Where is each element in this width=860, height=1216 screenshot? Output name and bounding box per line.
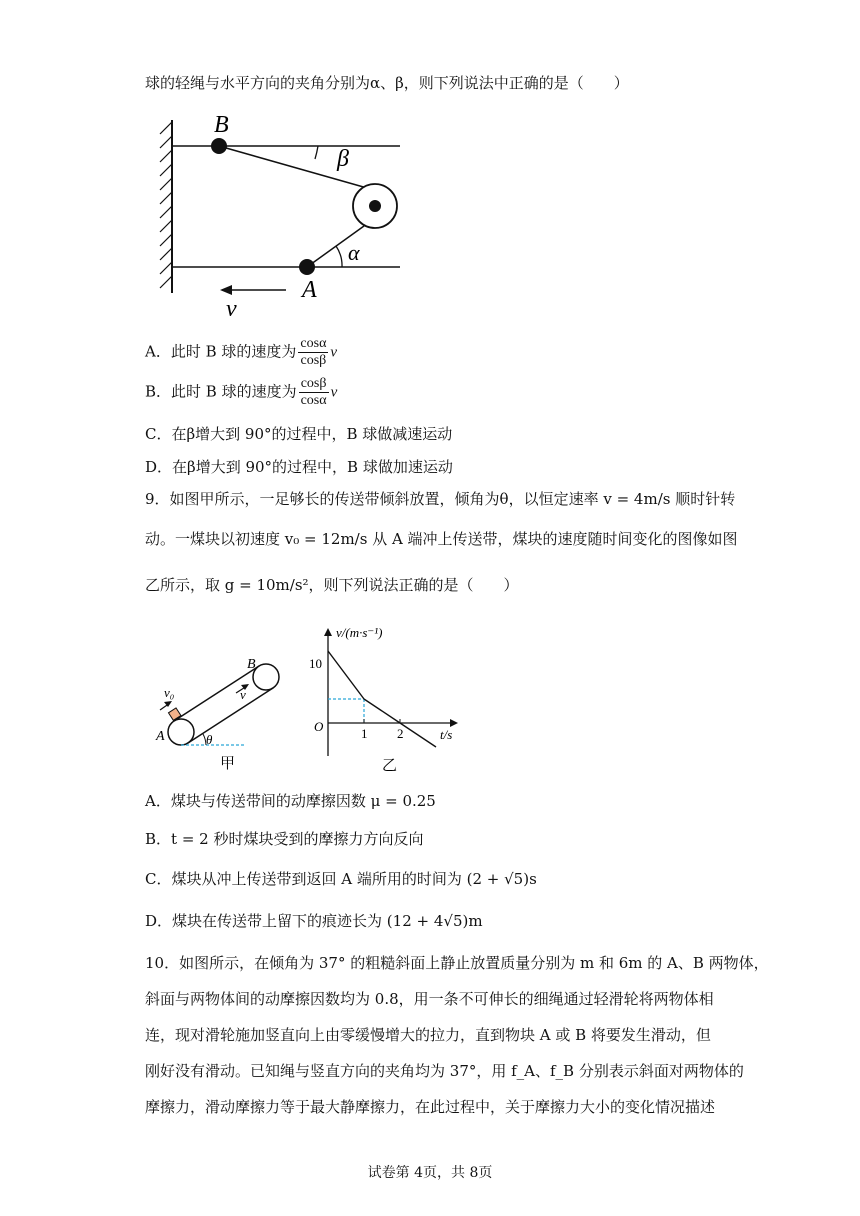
q9-option-b[interactable]: B．t = 2 秒时煤块受到的摩擦力方向反向	[145, 830, 424, 848]
label-a: A	[302, 277, 317, 303]
q9-vt-chart	[300, 620, 475, 775]
page-footer: 试卷第 4页，共 8页	[367, 1165, 493, 1181]
q8-stem-tail: 球的轻绳与水平方向的夹角分别为α、β，则下列说法中正确的是（ ）	[145, 74, 629, 92]
svg-text:A: A	[156, 729, 165, 744]
svg-text:θ: θ	[206, 732, 213, 747]
q9-line-2: 动。一煤块以初速度 v₀ = 12m/s 从 A 端冲上传送带，煤块的速度随时间变化的图像如图	[145, 530, 738, 548]
q10-line-5: 摩擦力，滑动摩擦力等于最大静摩擦力，在此过程中，关于摩擦力大小的变化情况描述	[145, 1098, 716, 1116]
x-axis-label: t/s	[440, 727, 453, 742]
vt-segment-3	[400, 723, 436, 747]
ball-a	[299, 259, 315, 275]
q9-line-3: 乙所示，取 g = 10m/s²，则下列说法正确的是（ ）	[145, 576, 519, 594]
svg-text:v: v	[226, 296, 237, 322]
q8-option-c[interactable]: C．在β增大到 90°的过程中，B 球做减速运动	[145, 425, 453, 443]
label-b: B	[214, 112, 229, 138]
x-tick-1: 1	[361, 726, 368, 741]
q9-option-a[interactable]: A．煤块与传送带间的动摩擦因数 μ = 0.25	[145, 792, 436, 810]
svg-text:β: β	[337, 146, 349, 172]
q10-line-1: 10．如图所示，在倾角为 37° 的粗糙斜面上静止放置质量分别为 m 和 6m 的 A、B 两物体，	[145, 954, 769, 972]
wall-hatching	[160, 122, 172, 288]
q8-option-a[interactable]: A．此时 B 球的速度为 $\frac{\cos\alpha}{\cos\beta}$ v	[145, 336, 338, 368]
caption-jia: 甲	[220, 756, 236, 772]
y-tick-10: 10	[309, 656, 322, 671]
q8-figure	[150, 108, 420, 323]
vt-segment-2	[364, 699, 400, 723]
q10-line-2: 斜面与两物体间的动摩擦因数均为 0.8，用一条不可伸长的细绳通过轻滑轮将两物体相	[145, 990, 714, 1008]
vt-segment-1	[328, 651, 364, 699]
y-axis-label: v/(m·s⁻¹)	[336, 625, 383, 640]
svg-text:v₀: v₀	[164, 685, 175, 700]
q9-option-c[interactable]: C．煤块从冲上传送带到返回 A 端所用的时间为 (2 + √5)s	[145, 870, 537, 888]
svg-text:B: B	[247, 657, 256, 672]
ball-b	[211, 138, 227, 154]
q10-line-4: 刚好没有滑动。已知绳与竖直方向的夹角均为 37°，用 f_A、f_B 分别表示斜面对两物体的	[145, 1062, 744, 1080]
origin-label: O	[314, 719, 324, 734]
q8-option-b[interactable]: B．此时 B 球的速度为 $\frac{\cos\beta}{\cos\alpha}$ v	[145, 376, 338, 408]
q9-line-1: 9．如图甲所示，一足够长的传送带倾斜放置，倾角为θ，以恒定速率 v = 4m/s 顺时针转	[145, 490, 736, 508]
caption-yi: 乙	[382, 758, 398, 774]
svg-text:α: α	[348, 240, 360, 265]
q8-option-d[interactable]: D．在β增大到 90°的过程中，B 球做加速运动	[145, 458, 453, 476]
q9-option-d[interactable]: D．煤块在传送带上留下的痕迹长为 (12 + 4√5)m	[145, 912, 483, 930]
svg-text:v: v	[240, 687, 246, 702]
q10-line-3: 连，现对滑轮施加竖直向上由零缓慢增大的拉力，直到物块 A 或 B 将要发生滑动，但	[145, 1026, 711, 1044]
q9-figure-jia	[148, 648, 288, 773]
x-tick-2: 2	[397, 726, 404, 741]
